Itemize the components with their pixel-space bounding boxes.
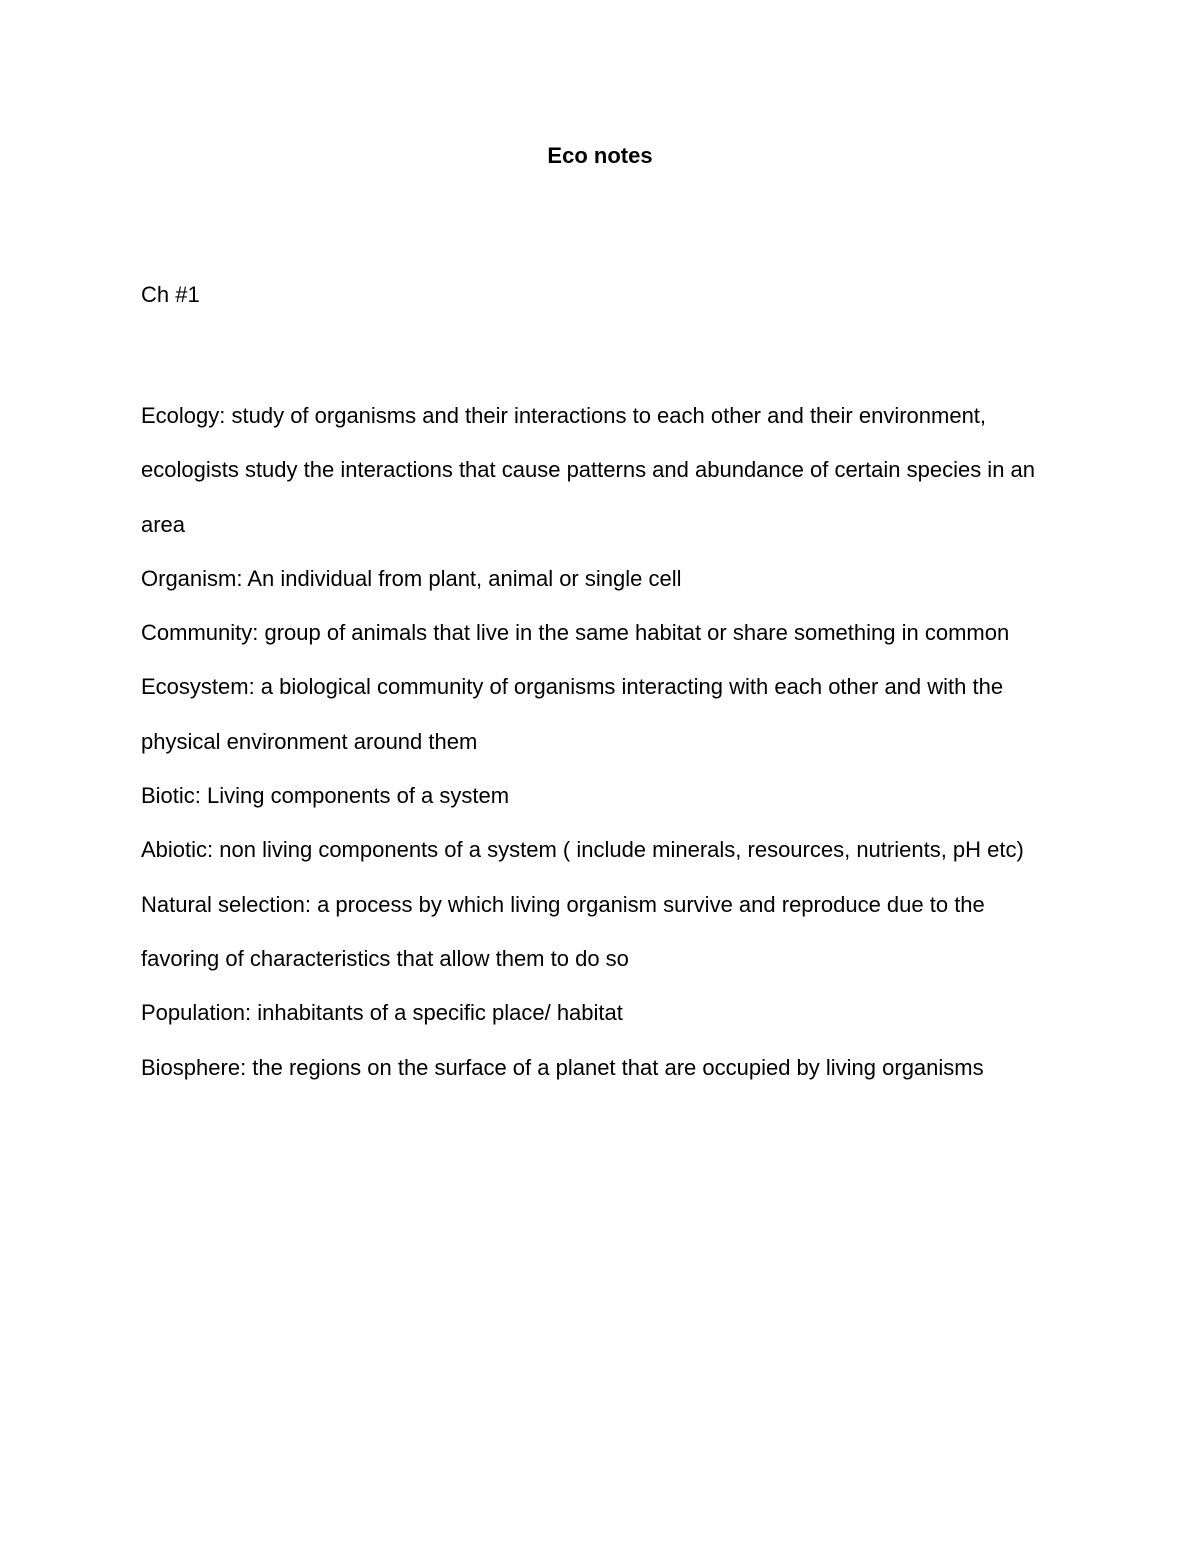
definition-organism: Organism: An individual from plant, animal or single cell [141,565,682,591]
definition-natural-selection: Natural selection: a process by which living organism survive and reproduce due to the favoring of characteristics that allow them to do so [141,891,985,971]
definition-biotic: Biotic: Living components of a system [141,783,510,809]
definition-ecosystem: Ecosystem: a biological community of organisms interacting with each other and with the physical environment around them [141,674,1004,754]
document-title: Eco notes [547,143,653,168]
notes-body [141,389,1061,1095]
chapter-heading: Ch #1 [141,282,200,307]
definition-population: Population: inhabitants of a specific place/ habitat [141,1000,623,1026]
definition-ecology: Ecology: study of organisms and their interactions to each other and their environment, ecologists study the interactions that cause patterns and abundance of certain species in an area [141,403,1036,537]
definition-community: Community: group of animals that live in the same habitat or share something in common [141,620,1010,646]
definition-abiotic: Abiotic: non living components of a system ( include minerals, resources, nutrients, pH etc) [141,837,1024,863]
definition-biosphere: Biosphere: the regions on the surface of a planet that are occupied by living organisms [141,1054,984,1080]
